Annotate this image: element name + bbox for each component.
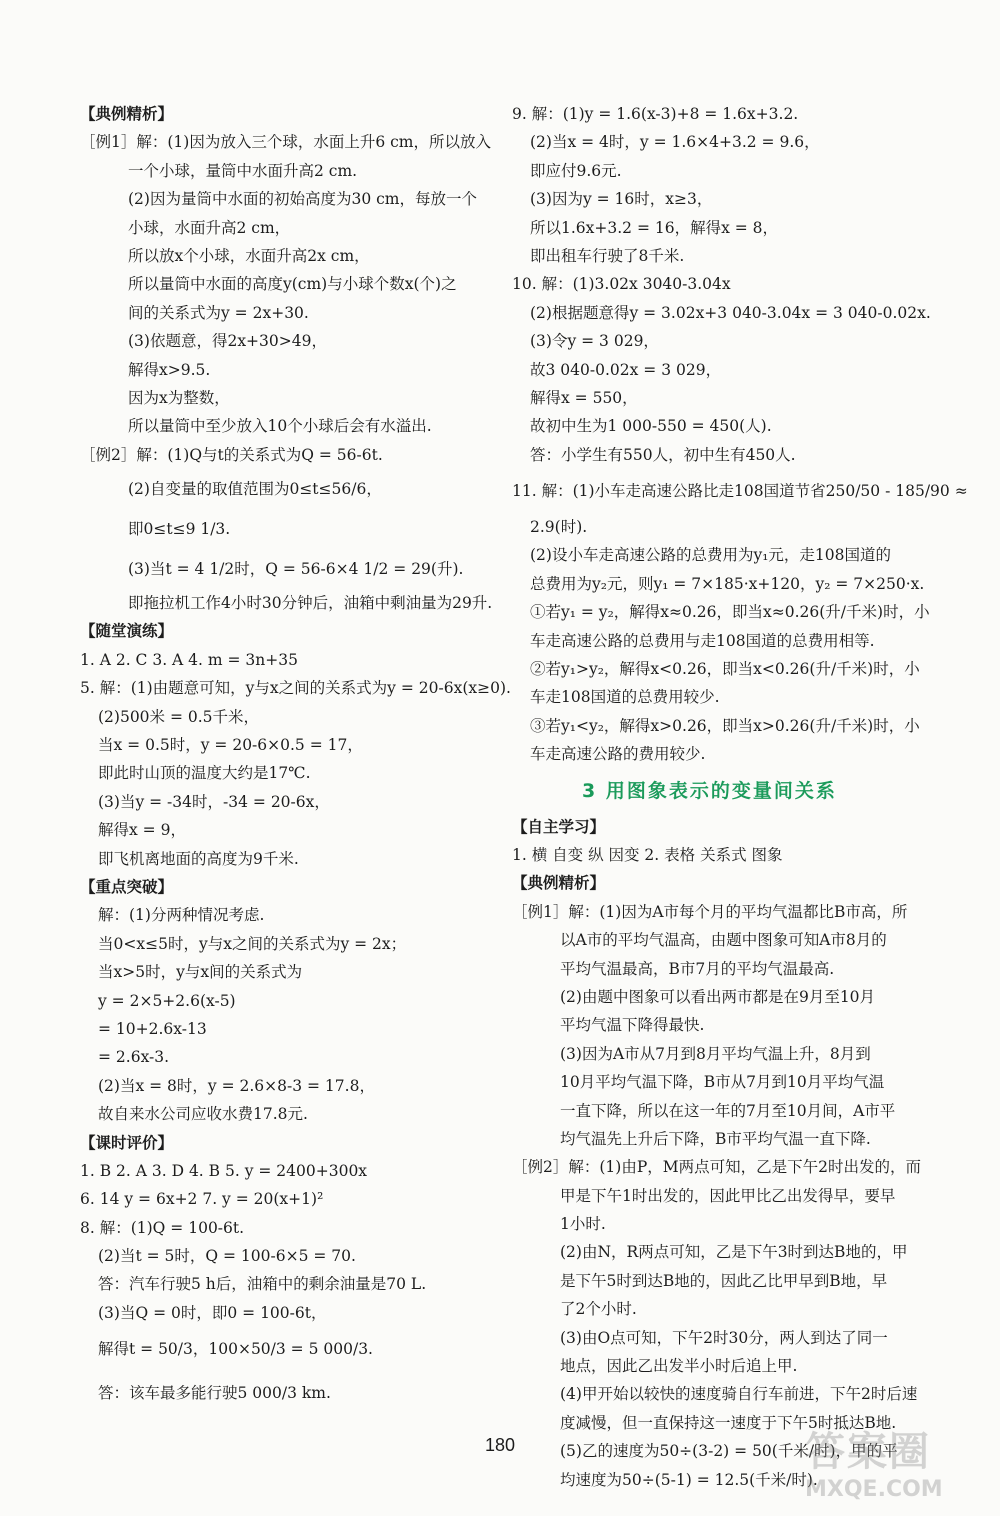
text-line: 2.9(时). — [530, 518, 588, 537]
text-line: 了2个小时. — [560, 1300, 637, 1319]
watermark-logo — [805, 1420, 995, 1510]
text-line: 解得x = 9， — [98, 821, 186, 840]
left-column — [80, 100, 511, 1415]
text-line: 答：汽车行驶5 h后，油箱中的剩余油量是70 L. — [98, 1275, 427, 1294]
text-line: ③若y₁<y₂，解得x>0.26，即当x>0.26(升/千米)时，小 — [530, 716, 920, 735]
watermark-url: MXQE.COM — [805, 1477, 943, 1502]
text-line: 所以量筒中水面的高度y(cm)与小球个数x(个)之 — [128, 275, 457, 294]
text-line: 间的关系式为y = 2x+30. — [128, 303, 309, 322]
text-line: 5. 解：(1)由题意可知，y与x之间的关系式为y = 20-6x(x≥0). — [80, 679, 511, 698]
text-line: 甲是下午1时出发的，因此甲比乙出发得早，要早 — [560, 1186, 896, 1205]
text-line: 答：小学生有550人，初中生有450人. — [530, 445, 796, 464]
text-line: 解得x>9.5. — [128, 360, 211, 379]
section-heading: 【随堂演练】 — [80, 622, 174, 641]
text-line: 一直下降，所以在这一年的7月至10月间，A市平 — [560, 1101, 896, 1120]
text-line: (3)因为y = 16时，x≥3， — [530, 190, 713, 209]
text-line: 10. 解：(1)3.02x 3040-3.04x — [512, 275, 731, 294]
text-line: 总费用为y₂元，则y₁ = 7×185·x+120，y₂ = 7×250·x. — [530, 574, 925, 593]
text-line: 6. 14 y = 6x+2 7. y = 20(x+1)² — [80, 1190, 324, 1209]
text-line: 平均气温最高，B市7月的平均气温最高. — [560, 959, 835, 978]
text-line: y = 2×5+2.6(x-5) — [98, 991, 236, 1010]
text-line: 1. B 2. A 3. D 4. B 5. y = 2400+300x — [80, 1161, 368, 1180]
text-line: 当x>5时，y与x间的关系式为 — [98, 963, 303, 982]
text-line: 均气温先上升后下降，B市平均气温一直下降. — [560, 1129, 871, 1148]
text-line: 以A市的平均气温高，由题中图象可知A市8月的 — [560, 931, 887, 950]
right-column — [512, 100, 968, 1494]
text-line: (3)由O点可知，下午2时30分，两人到达了同一 — [560, 1328, 888, 1347]
text-line: (3)当y = -34时，-34 = 20-6x， — [98, 792, 330, 811]
text-line: (5)乙的速度为50÷(3-2) = 50(千米/时)，甲的平 — [560, 1442, 898, 1461]
text-line: 1. A 2. C 3. A 4. m = 3n+35 — [80, 650, 298, 669]
chapter-title: 3 用图象表示的变量间关系 — [582, 779, 837, 802]
text-line: ［例1］解：(1)因为A市每个月的平均气温都比B市高，所 — [512, 902, 908, 921]
text-line: 度减慢，但一直保持这一速度于下午5时抵达B地. — [560, 1413, 897, 1432]
text-line: 即拖拉机工作4小时30分钟后，油箱中剩油量为29升. — [128, 594, 493, 613]
text-line: 11. 解：(1)小车走高速公路比走108国道节省250/50 - 185/90 ≈ — [512, 482, 968, 501]
text-line: ②若y₁>y₂，解得x<0.26，即当x<0.26(升/千米)时，小 — [530, 660, 920, 679]
text-line: ［例2］解：(1)Q与t的关系式为Q = 56-6t. — [80, 445, 383, 464]
text-line: 即应付9.6元. — [530, 161, 622, 180]
text-line: ［例1］解：(1)因为放入三个球，水面上升6 cm，所以放入 — [80, 133, 491, 152]
text-line: (2)由题中图象可以看出两市都是在9月至10月 — [560, 987, 876, 1006]
text-line: (2)当x = 4时，y = 1.6×4+3.2 = 9.6， — [530, 133, 820, 152]
text-line: (3)因为A市从7月到8月平均气温上升，8月到 — [560, 1044, 871, 1063]
text-line: (3)依题意，得2x+30>49， — [128, 332, 327, 351]
text-line: 车走高速公路的总费用与走108国道的总费用相等. — [530, 631, 875, 650]
text-line: (2)自变量的取值范围为0≤t≤56/6， — [128, 480, 382, 499]
text-line: 即出租车行驶了8千米. — [530, 246, 685, 265]
text-line: 故初中生为1 000-550 = 450(人). — [530, 417, 772, 436]
text-line: = 10+2.6x-13 — [98, 1019, 207, 1038]
text-line: (2)500米 = 0.5千米， — [98, 707, 260, 726]
text-line: (3)当Q = 0时，即0 = 100-6t， — [98, 1303, 327, 1322]
text-line: 地点，因此乙出发半小时后追上甲. — [560, 1357, 798, 1376]
text-line: 9. 解：(1)y = 1.6(x-3)+8 = 1.6x+3.2. — [512, 105, 799, 123]
text-line: 是下午5时到达B地的，因此乙比甲早到B地，早 — [560, 1271, 888, 1290]
text-line: 即此时山顶的温度大约是17℃. — [98, 764, 311, 783]
text-line: ①若y₁ = y₂，解得x≈0.26，即当x≈0.26(升/千米)时，小 — [530, 603, 930, 622]
text-line: 8. 解：(1)Q = 100-6t. — [80, 1218, 245, 1237]
text-line: (3)令y = 3 029， — [530, 332, 659, 351]
text-line: (2)因为量筒中水面的初始高度为30 cm，每放一个 — [128, 190, 477, 209]
text-line: (2)当x = 8时，y = 2.6×8-3 = 17.8， — [98, 1076, 375, 1095]
text-line: 均速度为50÷(5-1) = 12.5(千米/时). — [560, 1470, 818, 1489]
section-heading: 【典例精析】 — [512, 874, 606, 893]
text-line: 所以放x个小球，水面升高2x cm， — [128, 246, 370, 265]
watermark-title: 答案圈 — [805, 1429, 931, 1475]
section-heading: 【典例精析】 — [80, 105, 174, 123]
section-heading: 【自主学习】 — [512, 817, 606, 836]
text-line: ［例2］解：(1)由P，M两点可知，乙是下午2时出发的，而 — [512, 1158, 921, 1177]
section-heading: 【重点突破】 — [80, 877, 174, 896]
text-line: 即0≤t≤9 1/3. — [128, 520, 231, 539]
text-line: 因为x为整数， — [128, 388, 230, 407]
text-line: 车走高速公路的费用较少. — [530, 745, 706, 764]
text-line: (2)设小车走高速公路的总费用为y₁元，走108国道的 — [530, 546, 892, 565]
text-line: (2)当t = 5时，Q = 100-6×5 = 70. — [98, 1247, 356, 1266]
text-line: 即飞机离地面的高度为9千米. — [98, 849, 299, 868]
text-line: 小球，水面升高2 cm， — [128, 218, 291, 237]
text-line: = 2.6x-3. — [98, 1048, 170, 1067]
text-line: 当0<x≤5时，y与x之间的关系式为y = 2x； — [98, 934, 407, 953]
text-line: 车走108国道的总费用较少. — [530, 688, 720, 707]
text-line: (2)根据题意得y = 3.02x+3 040-3.04x = 3 040-0.02x. — [530, 303, 931, 322]
text-line: 1. 横 自变 纵 因变 2. 表格 关系式 图象 — [512, 845, 783, 864]
text-line: 平均气温下降得最快. — [560, 1016, 705, 1035]
text-line: 10月平均气温下降，B市从7月到10月平均气温 — [560, 1073, 885, 1092]
text-line: (2)由N，R两点可知，乙是下午3时到达B地的，甲 — [560, 1243, 908, 1262]
text-line: 故自来水公司应收水费17.8元. — [98, 1105, 308, 1124]
text-line: 解得t = 50/3，100×50/3 = 5 000/3. — [98, 1340, 373, 1359]
text-line: (3)当t = 4 1/2时，Q = 56-6×4 1/2 = 29(升). — [128, 560, 464, 579]
text-line: 所以量筒中至少放入10个小球后会有水溢出. — [128, 417, 432, 436]
text-line: 一个小球，量筒中水面升高2 cm. — [128, 161, 358, 180]
text-line: 解：(1)分两种情况考虑. — [98, 906, 265, 925]
text-line: (4)甲开始以较快的速度骑自行车前进，下午2时后速 — [560, 1385, 918, 1404]
section-heading: 【课时评价】 — [80, 1133, 174, 1152]
text-line: 解得x = 550， — [530, 388, 638, 407]
text-line: 答：该车最多能行驶5 000/3 km. — [98, 1384, 331, 1403]
text-line: 故3 040-0.02x = 3 029， — [530, 360, 722, 379]
text-line: 所以1.6x+3.2 = 16，解得x = 8， — [530, 218, 779, 237]
page-number: 180 — [484, 1435, 516, 1455]
text-line: 1小时. — [560, 1215, 606, 1234]
text-line: 当x = 0.5时，y = 20-6×0.5 = 17， — [98, 736, 363, 755]
